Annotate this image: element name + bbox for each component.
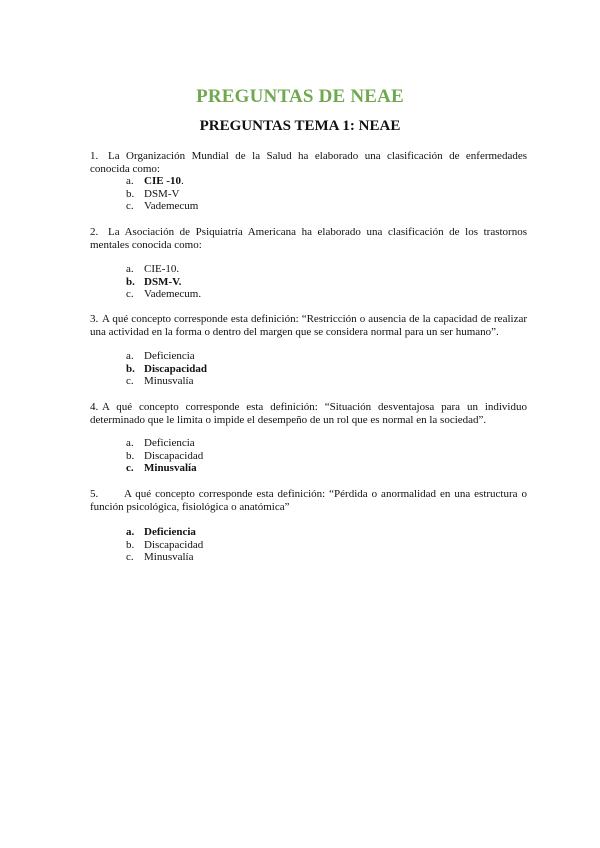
option-text: Deficiencia [144, 350, 195, 362]
option-text-correct: Discapacidad [144, 362, 207, 375]
question-text: A qué concepto corresponde esta definición: “Situación desventajosa para un individuo determinado que le limita o impide el desempeño de un rol que es normal en la sociedad”. [90, 401, 527, 426]
option-text: Minusvalía [144, 375, 194, 387]
option-text: Vademecum [144, 200, 199, 212]
option-text-correct: Deficiencia [144, 526, 196, 538]
question-2 [90, 226, 527, 251]
option-text-correct: Minusvalía [144, 462, 197, 474]
question-number: 5. [90, 488, 99, 500]
option-a: a. CIE -10. [126, 175, 184, 187]
option-c: c. Minusvalía [126, 462, 197, 474]
option-text: Deficiencia [144, 437, 195, 449]
document-title: PREGUNTAS DE NEAE [196, 86, 404, 107]
option-a: a. Deficiencia [126, 526, 196, 538]
question-2-options [126, 263, 201, 301]
question-text: La Organización Mundial de la Salud ha elaborado una clasificación de enfermedades conocida como: [90, 150, 527, 175]
option-text: Discapacidad [144, 538, 204, 551]
option-text: Vademecum. [144, 288, 202, 300]
option-text-correct: CIE -10 [144, 175, 181, 187]
question-number: 2. [90, 226, 99, 238]
option-c: c. Minusvalía [126, 551, 194, 563]
question-number: 4. [90, 401, 99, 413]
option-text: Minusvalía [144, 551, 194, 563]
option-b: b. Discapacidad [126, 362, 207, 375]
option-c: c. Minusvalía [126, 375, 194, 387]
option-c: c. Vademecum. [126, 288, 202, 300]
option-text: CIE-10. [144, 263, 180, 275]
question-text: A qué concepto corresponde esta definición: “Restricción o ausencia de la capacidad de realizar una actividad en la forma o dentro del margen que se considera normal para un ser humano”. [90, 313, 527, 338]
option-c: c. Vademecum [126, 200, 199, 212]
question-4 [90, 401, 527, 426]
question-1 [90, 150, 527, 175]
option-b: b. DSM-V. [126, 275, 182, 288]
document-subtitle: PREGUNTAS TEMA 1: NEAE [199, 118, 401, 134]
question-5 [90, 488, 527, 513]
question-3 [90, 313, 527, 338]
option-text: Discapacidad [144, 449, 204, 462]
question-5-options [126, 526, 203, 564]
question-text: La Asociación de Psiquiatría Americana ha elaborado una clasificación de los trastornos mentales conocida como: [90, 226, 527, 251]
question-4-options [126, 437, 203, 475]
question-number: 3. [90, 313, 99, 325]
question-1-options [126, 175, 198, 213]
option-a: a. Deficiencia [126, 350, 195, 362]
question-number: 1. [90, 150, 99, 162]
question-text: A qué concepto corresponde esta definición: “Pérdida o anormalidad en una estructura o función psicológica, fisiológica o anatómica” [90, 488, 527, 513]
option-a: a. CIE-10. [126, 263, 180, 275]
option-text: DSM-V [144, 187, 180, 200]
question-3-options [126, 350, 207, 388]
option-b: b. Discapacidad [126, 449, 204, 462]
option-a: a. Deficiencia [126, 437, 195, 449]
option-b: b. Discapacidad [126, 538, 204, 551]
option-text-correct: DSM-V. [144, 275, 182, 288]
option-b: b. DSM-V [126, 187, 180, 200]
